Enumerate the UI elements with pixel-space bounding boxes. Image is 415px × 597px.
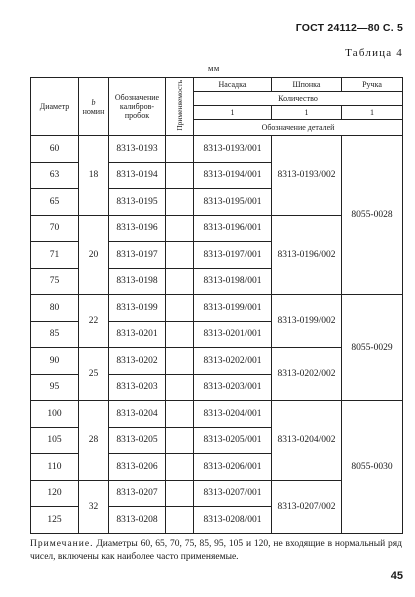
cell-diameter: 105: [31, 427, 79, 454]
units-label: мм: [208, 63, 220, 73]
cell-nasadka: 8313-0201/001: [194, 321, 272, 348]
cell-code: 8313-0193: [109, 136, 166, 163]
header-b: [79, 78, 109, 136]
header-qty-shponka: 1: [272, 106, 342, 120]
cell-applicability: [166, 295, 194, 322]
header-designation: Обозначение калибров-пробок: [109, 78, 166, 136]
cell-nasadka: 8313-0206/001: [194, 454, 272, 481]
header-details: Обозначение деталей: [194, 120, 403, 136]
cell-code: 8313-0199: [109, 295, 166, 322]
cell-shponka: 8313-0207/002: [272, 480, 342, 533]
cell-nasadka: 8313-0202/001: [194, 348, 272, 375]
header-diameter: Диаметр: [31, 78, 79, 136]
cell-shponka: 8313-0196/002: [272, 215, 342, 295]
cell-diameter: 95: [31, 374, 79, 401]
cell-nasadka: 8313-0207/001: [194, 480, 272, 507]
cell-diameter: 75: [31, 268, 79, 295]
cell-shponka: 8313-0202/002: [272, 348, 342, 401]
table-caption: Таблица 4: [345, 47, 403, 59]
cell-applicability: [166, 215, 194, 242]
cell-applicability: [166, 162, 194, 189]
cell-diameter: 71: [31, 242, 79, 269]
cell-b: 18: [79, 136, 109, 216]
cell-shponka: 8313-0204/002: [272, 401, 342, 481]
cell-code: 8313-0204: [109, 401, 166, 428]
cell-diameter: 85: [31, 321, 79, 348]
cell-code: 8313-0203: [109, 374, 166, 401]
cell-b: 28: [79, 401, 109, 481]
cell-ruchka: 8055-0029: [342, 295, 403, 401]
cell-code: 8313-0202: [109, 348, 166, 375]
note-text: Диаметры 60, 65, 70, 75, 85, 95, 105 и 120, не входящие в нормальный ряд чисел, включены как наиболее часто применяемые.: [30, 539, 403, 562]
table-note: [30, 538, 402, 564]
cell-nasadka: 8313-0208/001: [194, 507, 272, 534]
cell-diameter: 60: [31, 136, 79, 163]
cell-nasadka: 8313-0193/001: [194, 136, 272, 163]
cell-ruchka: 8055-0030: [342, 401, 403, 534]
cell-applicability: [166, 401, 194, 428]
cell-code: 8313-0197: [109, 242, 166, 269]
cell-nasadka: 8313-0199/001: [194, 295, 272, 322]
cell-nasadka: 8313-0203/001: [194, 374, 272, 401]
header-nasadka: Насадка: [194, 78, 272, 92]
cell-nasadka: 8313-0205/001: [194, 427, 272, 454]
cell-diameter: 80: [31, 295, 79, 322]
cell-nasadka: 8313-0194/001: [194, 162, 272, 189]
cell-applicability: [166, 427, 194, 454]
cell-applicability: [166, 189, 194, 216]
cell-code: 8313-0194: [109, 162, 166, 189]
cell-code: 8313-0198: [109, 268, 166, 295]
cell-applicability: [166, 321, 194, 348]
header-b-symbol: b: [91, 97, 96, 107]
header-qty-nasadka: 1: [194, 106, 272, 120]
cell-b: 32: [79, 480, 109, 533]
cell-diameter: 70: [31, 215, 79, 242]
page-number: 45: [390, 570, 403, 582]
cell-code: 8313-0201: [109, 321, 166, 348]
document-code: ГОСТ 24112—80 С. 5: [295, 22, 403, 34]
cell-applicability: [166, 242, 194, 269]
cell-shponka: 8313-0193/002: [272, 136, 342, 216]
cell-diameter: 110: [31, 454, 79, 481]
cell-diameter: 125: [31, 507, 79, 534]
cell-code: 8313-0195: [109, 189, 166, 216]
cell-nasadka: 8313-0198/001: [194, 268, 272, 295]
note-label: Примечание.: [30, 539, 94, 549]
cell-nasadka: 8313-0196/001: [194, 215, 272, 242]
header-qty-ruchka: 1: [342, 106, 403, 120]
cell-shponka: 8313-0199/002: [272, 295, 342, 348]
cell-code: 8313-0207: [109, 480, 166, 507]
cell-applicability: [166, 374, 194, 401]
header-shponka: Шпонка: [272, 78, 342, 92]
table-row: [31, 401, 403, 428]
header-quantity: Количество: [194, 92, 403, 106]
cell-nasadka: 8313-0195/001: [194, 189, 272, 216]
cell-b: 20: [79, 215, 109, 295]
header-applicability: [166, 78, 194, 136]
table-row: [31, 136, 403, 163]
cell-applicability: [166, 480, 194, 507]
cell-code: 8313-0206: [109, 454, 166, 481]
cell-diameter: 120: [31, 480, 79, 507]
cell-diameter: 65: [31, 189, 79, 216]
cell-applicability: [166, 507, 194, 534]
header-b-nomin: номин: [82, 106, 105, 116]
cell-b: 22: [79, 295, 109, 348]
cell-diameter: 63: [31, 162, 79, 189]
cell-code: 8313-0196: [109, 215, 166, 242]
cell-ruchka: 8055-0028: [342, 136, 403, 295]
cell-nasadka: 8313-0204/001: [194, 401, 272, 428]
header-ruchka: Ручка: [342, 78, 403, 92]
cell-b: 25: [79, 348, 109, 401]
table-row: [31, 295, 403, 322]
cell-applicability: [166, 268, 194, 295]
cell-nasadka: 8313-0197/001: [194, 242, 272, 269]
cell-diameter: 90: [31, 348, 79, 375]
cell-applicability: [166, 454, 194, 481]
cell-diameter: 100: [31, 401, 79, 428]
cell-code: 8313-0208: [109, 507, 166, 534]
cell-applicability: [166, 136, 194, 163]
cell-code: 8313-0205: [109, 427, 166, 454]
header-applicability-text: Применяемость: [174, 80, 184, 131]
spec-table: [30, 77, 403, 534]
cell-applicability: [166, 348, 194, 375]
